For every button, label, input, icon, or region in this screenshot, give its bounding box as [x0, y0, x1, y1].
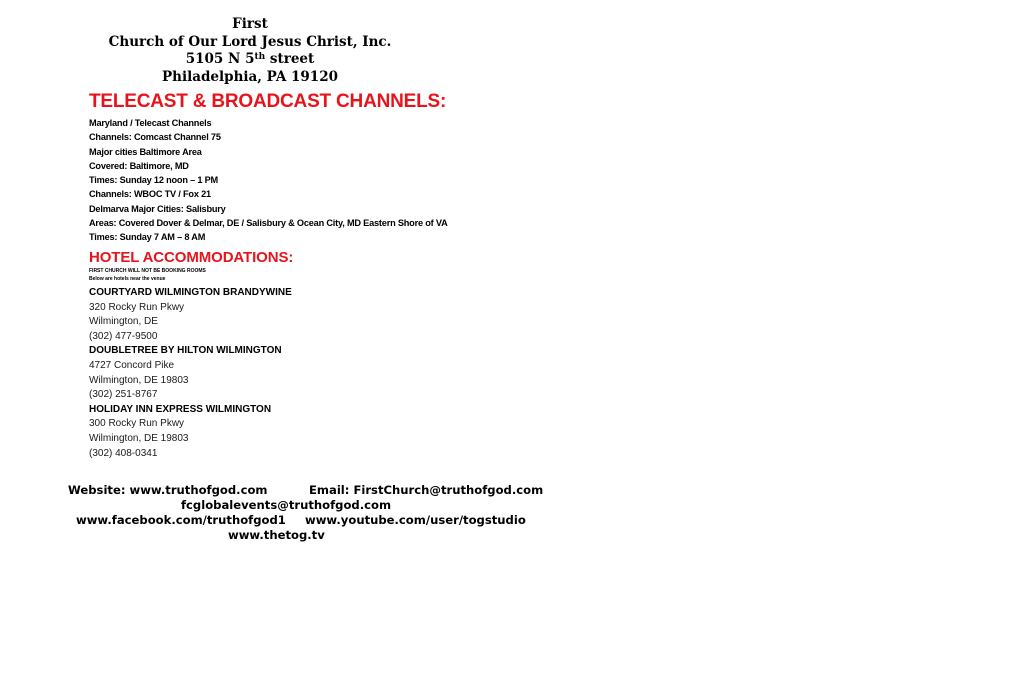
footer-row-web-email — [62, 483, 562, 498]
hotel-city: Wilmington, DE 19803 — [89, 432, 189, 444]
youtube-link-text: www.youtube.com/user/togstudio — [305, 513, 526, 527]
telecast-line: Channels: Comcast Channel 75 — [89, 132, 221, 143]
hotel-phone: (302) 408-0341 — [89, 447, 158, 459]
address-number: 5105 N 5 — [185, 51, 255, 67]
hotel-phone: (302) 477-9500 — [89, 330, 158, 342]
tv-link-text: www.thetog.tv — [228, 528, 325, 542]
telecast-line: Maryland / Telecast Channels — [89, 118, 212, 128]
church-header — [100, 16, 400, 86]
hotel-name: DOUBLETREE BY HILTON WILMINGTON — [89, 345, 282, 357]
header-line-first: First — [232, 16, 268, 32]
contact-footer — [62, 483, 562, 543]
footer-row-events — [62, 498, 562, 513]
email-text: Email: FirstChurch@truthofgod.com — [309, 483, 544, 497]
hotel-list — [89, 286, 292, 461]
hotel-entry — [89, 286, 292, 344]
telecast-line: Areas: Covered Dover & Delmar, DE / Salisbury & Ocean City, MD Eastern Shore of VA — [89, 218, 448, 229]
website-text: Website: www.truthofgod.com — [68, 483, 268, 497]
events-email-text: fcglobalevents@truthofgod.com — [181, 498, 392, 512]
address-street-word: street — [265, 51, 315, 67]
telecast-line: Major cities Baltimore Area — [89, 146, 202, 157]
telecast-section-title: TELECAST & BROADCAST CHANNELS: — [89, 91, 447, 112]
hotel-entry — [89, 403, 292, 461]
city-state-zip: Philadelphia, PA 19120 — [162, 68, 338, 85]
church-name: Church of Our Lord Jesus Christ, Inc. — [108, 33, 392, 50]
booking-note: FIRST CHURCH WILL NOT BE BOOKING ROOMS — [89, 268, 206, 274]
hotel-phone: (302) 251-8767 — [89, 389, 158, 401]
telecast-line: Times: Sunday 7 AM – 8 AM — [89, 232, 206, 243]
address-ordinal-suffix: th — [254, 52, 266, 62]
hotel-street: 4727 Concord Pike — [89, 359, 175, 371]
hotel-street: 320 Rocky Run Pkwy — [89, 301, 185, 313]
facebook-link-text: www.facebook.com/truthofgod1 — [76, 513, 286, 527]
telecast-line: Times: Sunday 12 noon – 1 PM — [89, 175, 219, 186]
hotel-name: COURTYARD WILMINGTON BRANDYWINE — [89, 287, 292, 298]
footer-row-tv — [62, 528, 562, 543]
footer-row-social — [62, 513, 562, 528]
hotel-street: 300 Rocky Run Pkwy — [89, 418, 185, 430]
telecast-line: Channels: WBOC TV / Fox 21 — [89, 189, 211, 200]
hotel-entry — [89, 344, 292, 402]
telecast-line: Delmarva Major Cities: Salisbury — [89, 203, 226, 214]
venue-note: Below are hotels near the venue — [89, 275, 166, 282]
hotel-section-title: HOTEL ACCOMMODATIONS: — [89, 249, 294, 266]
telecast-list — [89, 116, 448, 245]
telecast-line: Covered: Baltimore, MD — [89, 160, 189, 171]
hotel-city: Wilmington, DE — [89, 316, 158, 328]
street-address — [100, 51, 400, 69]
hotel-notes — [89, 268, 206, 283]
hotel-name: HOLIDAY INN EXPRESS WILMINGTON — [89, 403, 272, 415]
hotel-city: Wilmington, DE 19803 — [89, 374, 189, 386]
